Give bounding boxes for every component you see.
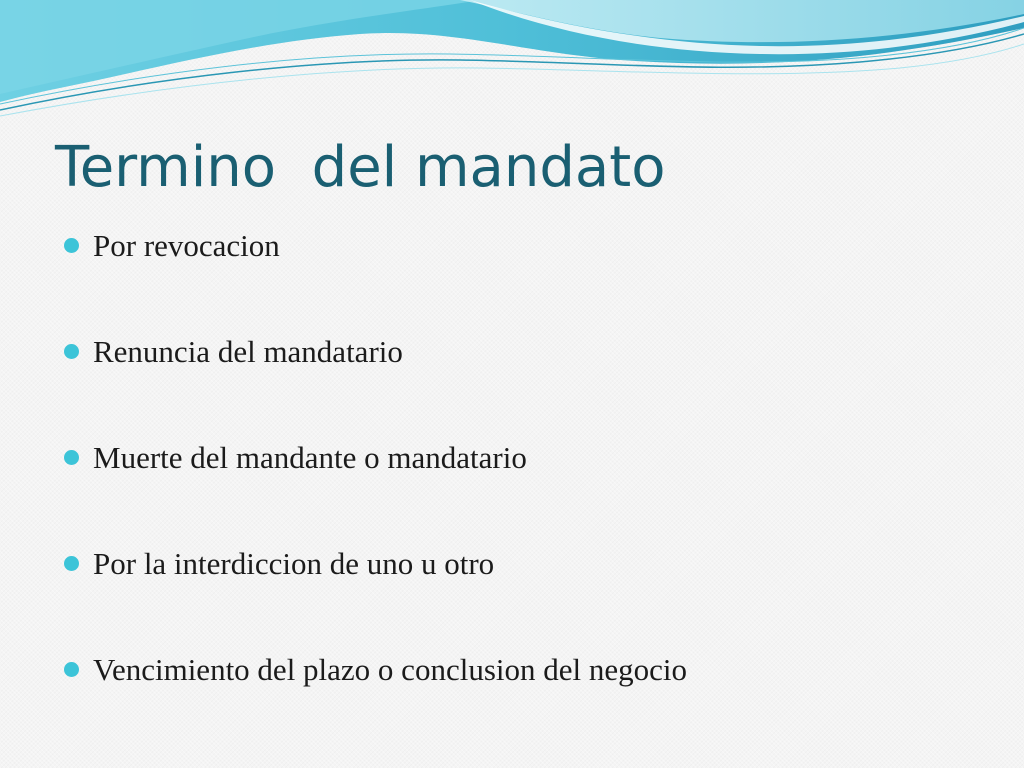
bullet-text: Vencimiento del plazo o conclusion del negocio bbox=[93, 652, 687, 687]
list-item bbox=[64, 428, 964, 534]
slide-title: Termino del mandato bbox=[55, 135, 666, 200]
list-item bbox=[64, 640, 964, 746]
bullet-text: Muerte del mandante o mandatario bbox=[93, 440, 527, 475]
bullet-text: Renuncia del mandatario bbox=[93, 334, 403, 369]
list-item bbox=[64, 322, 964, 428]
wave-decoration bbox=[0, 0, 1024, 120]
bullet-dot-icon bbox=[64, 662, 79, 677]
bullet-dot-icon bbox=[64, 556, 79, 571]
bullet-dot-icon bbox=[64, 238, 79, 253]
bullet-list bbox=[64, 216, 964, 746]
list-item bbox=[64, 534, 964, 640]
bullet-dot-icon bbox=[64, 450, 79, 465]
bullet-text: Por revocacion bbox=[93, 228, 280, 263]
bullet-dot-icon bbox=[64, 344, 79, 359]
list-item bbox=[64, 216, 964, 322]
bullet-text: Por la interdiccion de uno u otro bbox=[93, 546, 495, 581]
